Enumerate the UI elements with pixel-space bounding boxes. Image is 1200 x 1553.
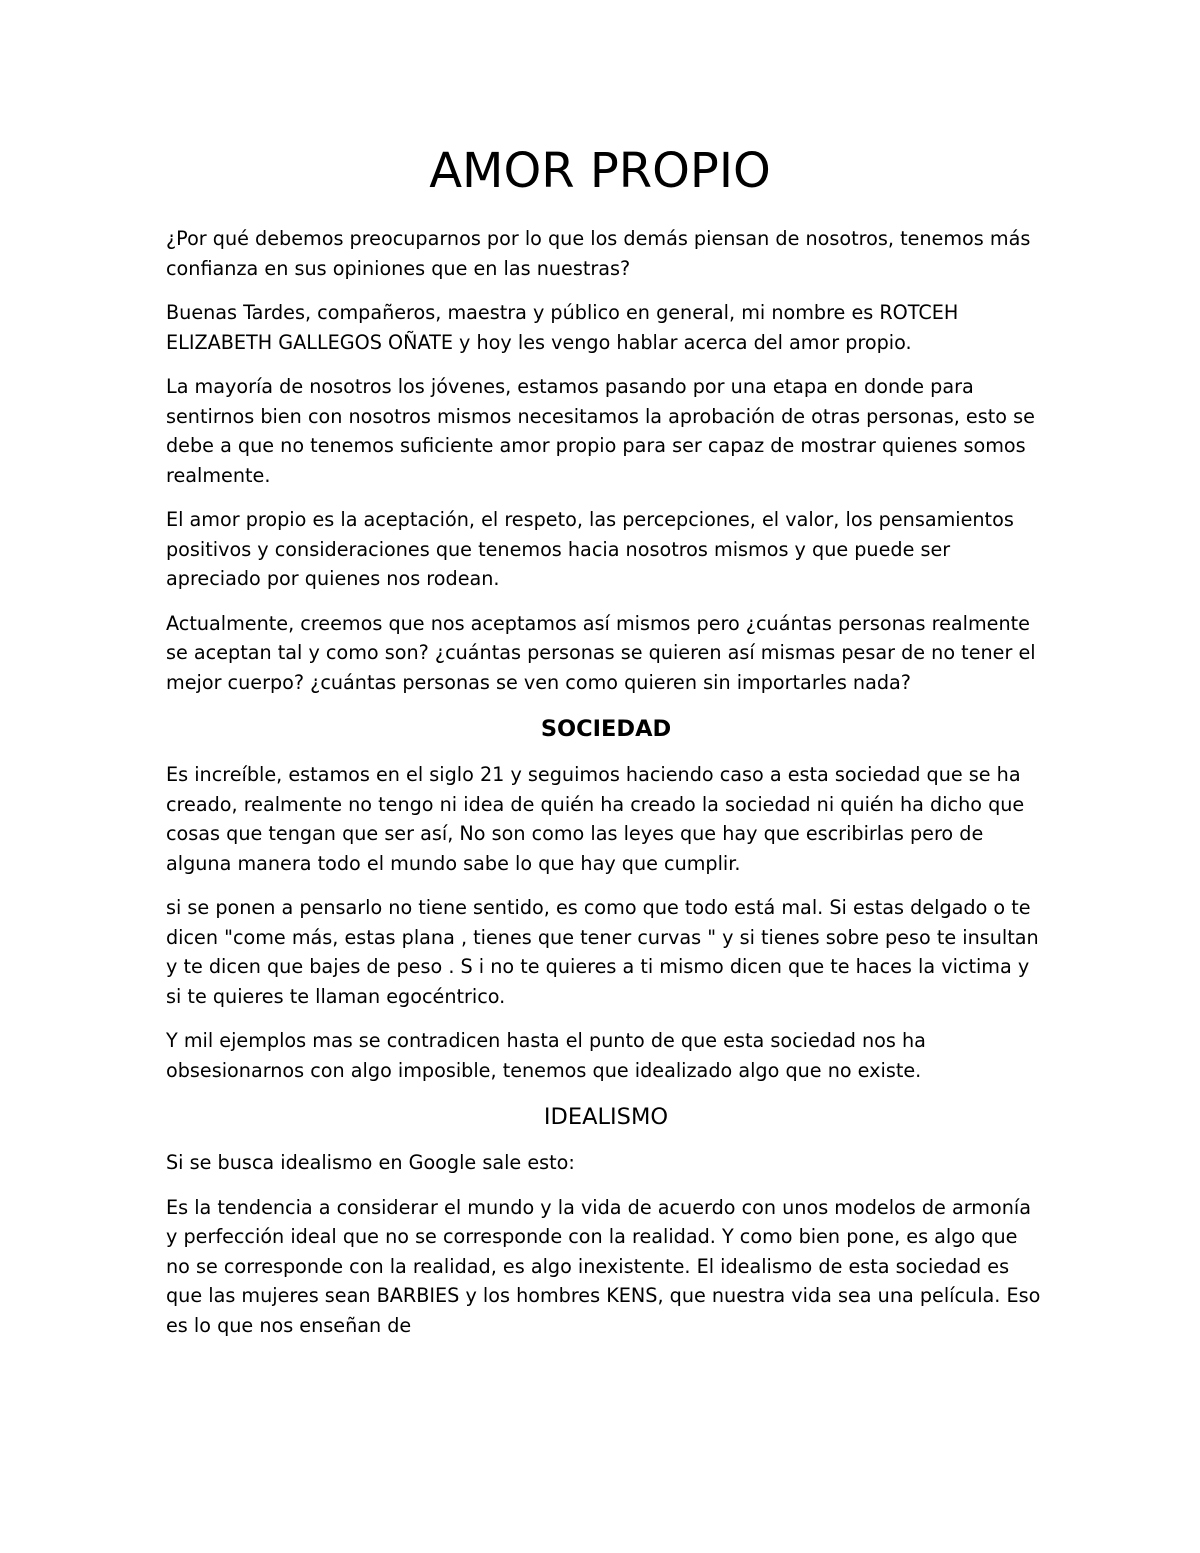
- intro-paragraph: Buenas Tardes, compañeros, maestra y público en general, mi nombre es ROTCEH ELIZABETH GALLEGOS OÑATE y hoy les vengo hablar acerca del amor propio.: [166, 301, 959, 354]
- intro-paragraph: La mayoría de nosotros los jóvenes, estamos pasando por una etapa en donde para sentirnos bien con nosotros mismos necesitamos la aprobación de otras personas, esto se debe a que no tenemos suficiente amor propio para ser capaz de mostrar quienes somos realmente.: [166, 375, 1035, 487]
- sociedad-paragraph: si se ponen a pensarlo no tiene sentido, es como que todo está mal. Si estas delgado o te dicen "come más, estas plana , tienes que tener curvas " y si tienes sobre peso te insultan y te dicen que bajes de peso . S i no te quieres a ti mismo dicen que te haces la victima y si te quieres te llaman egocéntrico.: [166, 896, 1039, 1008]
- intro-paragraph: Actualmente, creemos que nos aceptamos así mismos pero ¿cuántas personas realmente se aceptan tal y como son? ¿cuántas personas se quieren así mismas pesar de no tener el mejor cuerpo? ¿cuántas personas se ven como quieren sin importarles nada?: [166, 611, 1036, 694]
- idealismo-paragraph: Es la tendencia a considerar el mundo y la vida de acuerdo con unos modelos de armonía y perfección ideal que no se corresponde con la realidad. Y como bien pone, es algo que no se corresponde con la realidad, es algo inexistente. El idealismo de esta sociedad es que las mujeres sean BARBIES y los hombres KENS, que nuestra vida sea una película. Eso es lo que nos enseñan de: [166, 1195, 1041, 1337]
- sociedad-paragraph: Y mil ejemplos mas se contradicen hasta el punto de que esta sociedad nos ha obsesionarnos con algo imposible, tenemos que idealizado algo que no existe.: [166, 1029, 926, 1082]
- document-body: [166, 224, 1046, 1355]
- intro-paragraph: ¿Por qué debemos preocuparnos por lo que los demás piensan de nosotros, tenemos más confianza en sus opiniones que en las nuestras?: [166, 227, 1031, 280]
- section-heading-idealismo: IDEALISMO: [543, 1104, 669, 1130]
- document-title: AMOR PROPIO: [429, 143, 771, 199]
- intro-paragraph: El amor propio es la aceptación, el respeto, las percepciones, el valor, los pensamientos positivos y consideraciones que tenemos hacia nosotros mismos y que puede ser apreciado por quienes nos rodean.: [166, 508, 1014, 590]
- idealismo-paragraph: Si se busca idealismo en Google sale esto:: [166, 1151, 575, 1174]
- document-page: [166, 0, 1046, 1553]
- section-heading-sociedad: SOCIEDAD: [540, 716, 672, 742]
- sociedad-paragraph: Es increíble, estamos en el siglo 21 y seguimos haciendo caso a esta sociedad que se ha creado, realmente no tengo ni idea de quién ha creado la sociedad ni quién ha dicho que cosas que tengan que ser así, No son como las leyes que hay que escribirlas pero de alguna manera todo el mundo sabe lo que hay que cumplir.: [166, 763, 1025, 875]
